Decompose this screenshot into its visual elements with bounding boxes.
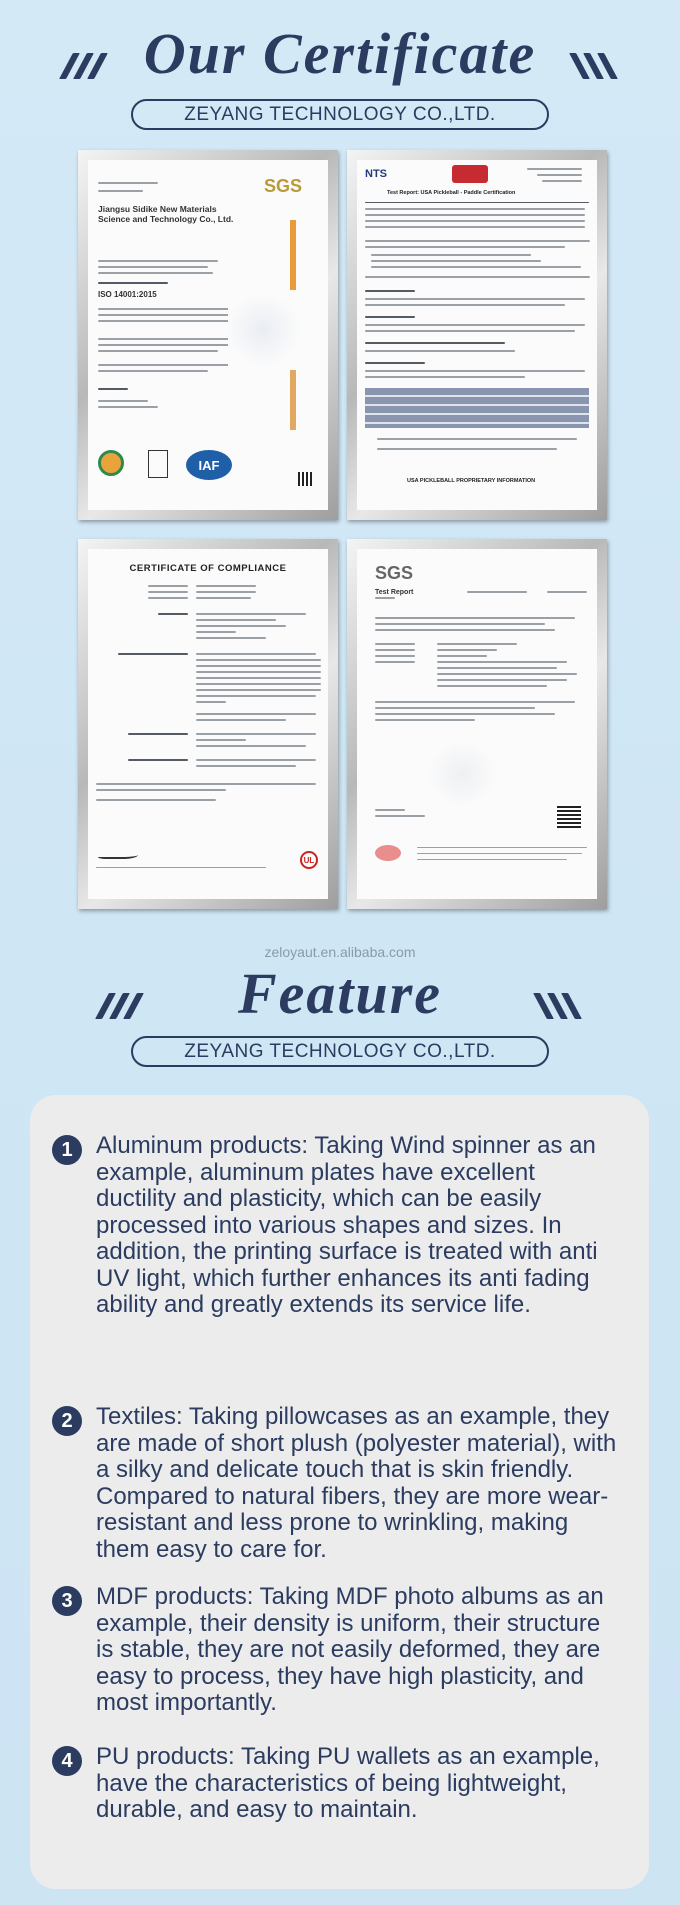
iso-standard: ISO 14001:2015 [98,290,157,299]
report-qr-code-icon [557,804,581,828]
report-footer: USA PICKLEBALL PROPRIETARY INFORMATION [407,478,536,484]
decor-slashes-right-2 [536,993,582,1019]
nts-logo: NTS [365,168,387,180]
certificate-frame-ul[interactable] [78,539,338,909]
feature-number-4: 4 [52,1746,82,1776]
certification-mark-icon [98,450,124,476]
feature-title: Feature [237,961,443,1026]
feature-number-2: 2 [52,1406,82,1436]
certificate-holder: Jiangsu Sidike New Materials Science and Technology Co., Ltd. [98,204,234,224]
sgs-logo: SGS [264,176,303,196]
feature-text: MDF products: Taking MDF photo albums as an example, their density is uniform, their structure is stable, they are not easily deformed, they are easy to process, they have high plasticity, and most importantly. [96,1583,604,1716]
qr-code-icon [298,472,312,486]
usa-pickleball-logo [452,165,488,183]
report-seal [427,744,497,804]
accreditation-icon [148,450,168,478]
company-name-badge: ZEYANG TECHNOLOGY CO.,LTD. [131,99,549,130]
signature [98,849,138,859]
iaf-logo: IAF [186,450,232,480]
feature-text: Textiles: Taking pillowcases as an example, they are made of short plush (polyester material), with a silky and delicate touch that is skin friendly. Compared to natural fibers, they are more wear-resistant and less prone to wrinkling, making them easy to care for. [96,1403,617,1563]
certificate-frame-nts[interactable] [347,150,607,520]
report-subtitle: Test Report [375,589,414,596]
compliance-title: CERTIFICATE OF COMPLIANCE [129,563,287,574]
ul-mark-icon: UL [300,851,318,869]
sgs-report-logo: SGS [375,563,414,583]
decor-slashes-right [572,53,618,79]
feature-text: PU products: Taking PU wallets as an example, have the characteristics of being lightweight, durable, and easy to maintain. [96,1743,600,1823]
report-stamp-icon [375,845,401,861]
feature-number-3: 3 [52,1586,82,1616]
feature-text: Aluminum products: Taking Wind spinner as an example, aluminum plates have excellent ductility and plasticity, which can be easily processed into various shapes and sizes. In addition, the printing surface is treated with anti UV light, which further enhances its anti fading ability and greatly extends its service life. [96,1132,598,1318]
results-table [365,388,589,428]
feature-company-badge: ZEYANG TECHNOLOGY CO.,LTD. [131,1036,549,1067]
certificate-frame-sgs[interactable] [78,150,338,520]
store-watermark: zeloyaut.en.alibaba.com [264,944,416,960]
certificate-title: Our Certificate [143,21,537,86]
feature-number-1: 1 [52,1135,82,1165]
test-report-title: Test Report: USA Pickleball - Paddle Certification [387,190,516,196]
certificate-frame-sgs-report[interactable] [347,539,607,909]
